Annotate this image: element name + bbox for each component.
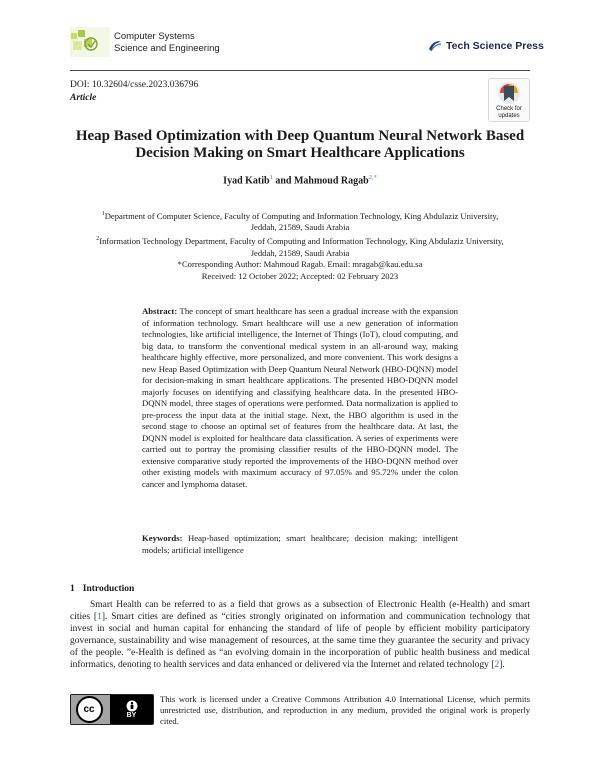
author-list	[70, 174, 530, 186]
submission-dates: Received: 12 October 2022; Accepted: 02 February 2023	[201, 270, 399, 281]
by-label: BY	[126, 711, 137, 719]
affiliation-2-line2: Jeddah, 21589, Saudi Arabia	[250, 247, 350, 258]
license-text: This work is licensed under a Creative Commons Attribution 4.0 International License, which permits unrestricted use, distribution, and reproduction in any medium, provided the original work is properly cited.	[160, 694, 530, 726]
intro-text-part1: Smart Health can be referred to as a field that grows as a subsection of Electronic Health (e-Health) and smart cities [	[70, 600, 530, 622]
corresponding-author: *Corresponding Author: Mahmoud Ragab. Email: mragab@kau.edu.sa	[177, 259, 423, 270]
check-badge-line1: Check for	[496, 106, 522, 112]
publisher-swoosh-icon	[428, 40, 442, 52]
keywords-text: Heap-based optimization; smart healthcare; decision making; intelligent models; artificial intelligence	[142, 533, 458, 555]
person-icon	[126, 700, 138, 712]
journal-name-line2: Science and Engineering	[114, 43, 220, 54]
intro-text-part3: ].	[499, 659, 505, 670]
citation-link[interactable]: 2	[494, 659, 500, 670]
affiliations	[80, 209, 520, 282]
check-for-updates-badge[interactable]	[488, 78, 530, 122]
section-heading-introduction	[70, 584, 142, 594]
paper-title: Heap Based Optimization with Deep Quantum Neural Network Based Decision Making on Smart Healthcare Applications	[75, 128, 525, 161]
affiliation-2-line1	[80, 234, 520, 247]
affiliation-text: Information Technology Department, Faculty of Computing and Information Technology, King Abdulaziz University,	[99, 235, 504, 246]
author-affiliation-mark: 2,*	[368, 174, 377, 181]
cc-icon	[74, 695, 104, 725]
intro-text-part2: ]. Smart cities are defined as “cities strongly originated on information and communication technology that invest in social and human capital for enhancing the standard of life of people by efficient mobility participatory governance, sustainability and wise management of resources, at the same time they guarantee the security and privacy of the people. ”e-Health is defined as “an evolving domain in the incorporation of public health business and medical informatics, denoting to health services and data enhanced or delivered via the Internet and related technology [	[70, 611, 530, 670]
author-affiliation-mark: 1	[269, 174, 273, 181]
cc-mark: cc	[76, 696, 103, 723]
abstract-text: The concept of smart healthcare has seen a gradual increase with the expansion of information technology. Smart healthcare will use a new generation of information technologies, like artificial intelligence, the Internet of Things (IoT), cloud computing, and big data, to transform the conventional medical system in an all-around way, making healthcare highly effective, more personalized, and more convenient. This work designs a new Heap Based Optimization with Deep Quantum Neural Network (HBO-DQNN) model for decision-making in smart healthcare applications. The presented HBO-DQNN model majorly focuses on identifying and classifying healthcare data. In the presented HBO-DQNN model, three stages of operations were performed. Data normalization is applied to pre-process the input data at the initial stage. Next, the HBO algorithm is used in the second stage to choose an optimal set of features from the healthcare data. At last, the DQNN model is exploited for healthcare data classification. A series of experiments were carried out to portray the promising classifier results of the HBO-DQNN model. The extensive comparative study reported the improvements of the HBO-DQNN method over other existing models with maximum accuracy of 97.05% and 95.72% under the colon cancer and lymphoma dataset.	[142, 306, 459, 489]
affiliation-text: Department of Computer Science, Faculty of Computing and Information Technology, King Abdulaziz University,	[104, 210, 499, 221]
abstract-label: Abstract:	[142, 306, 178, 316]
section-number: 1	[70, 584, 75, 594]
author-name: Iyad Katib	[223, 175, 270, 187]
header-divider	[70, 70, 530, 71]
abstract	[142, 306, 458, 490]
section-title: Introduction	[82, 584, 135, 594]
bookmark-check-icon	[497, 81, 521, 105]
check-badge-line2: updates	[498, 113, 520, 119]
journal-name	[114, 31, 220, 55]
article-type: Article	[70, 93, 97, 103]
keywords	[142, 533, 458, 556]
publisher-logo	[428, 40, 544, 52]
introduction-paragraph	[70, 600, 530, 671]
author-joiner: and	[272, 175, 294, 187]
affiliation-mark: 2	[96, 236, 100, 243]
author-name: Mahmoud Ragab	[293, 175, 369, 187]
cc-by-license-badge[interactable]	[70, 694, 154, 725]
affiliation-1-line2: Jeddah, 21589, Saudi Arabia	[250, 222, 350, 233]
citation-link[interactable]: 1	[97, 611, 102, 622]
by-block	[110, 695, 153, 724]
affiliation-1-line1	[80, 209, 520, 222]
journal-name-line1: Computer Systems	[114, 31, 195, 42]
affiliation-mark: 1	[101, 211, 105, 217]
doi[interactable]: DOI: 10.32604/csse.2023.036796	[70, 80, 199, 90]
journal-logo	[70, 27, 110, 57]
publisher-name: Tech Science Press	[446, 40, 544, 52]
keywords-label: Keywords:	[142, 533, 183, 543]
